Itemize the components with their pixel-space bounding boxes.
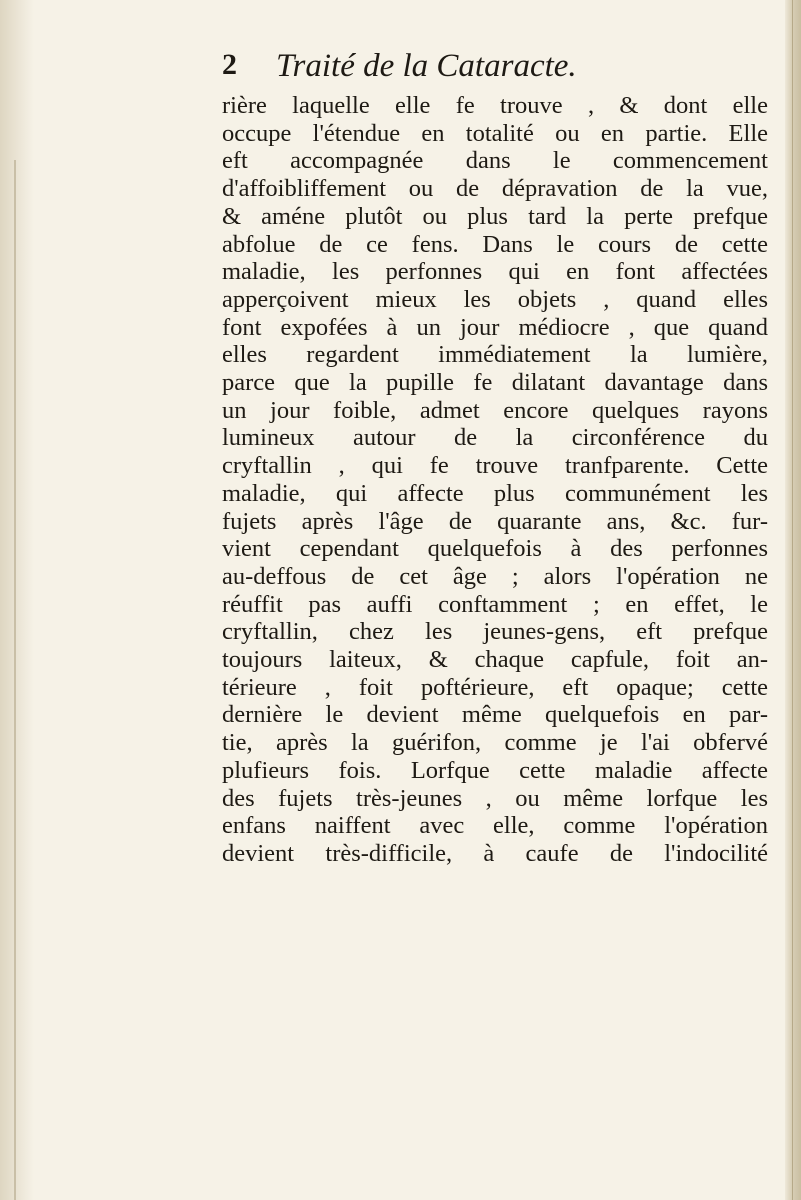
text-line: maladie, qui affecte plus communément les — [222, 479, 768, 507]
text-line: plufieurs fois. Lorfque cette maladie affecte — [222, 756, 768, 784]
gutter-shadow-line — [14, 160, 16, 1200]
text-line: tie, après la guérifon, comme je l'ai obfervé — [222, 729, 768, 757]
text-line: lumineux autour de la circonférence du — [222, 424, 768, 452]
binding-gutter — [0, 0, 34, 1200]
body-text — [222, 92, 768, 868]
text-line: d'affoibliffement ou de dépravation de la vue, — [222, 175, 768, 203]
text-line: maladie, les perfonnes qui en font affectées — [222, 258, 768, 286]
text-line: réuffit pas auffi conftamment ; en effet, le — [222, 590, 768, 618]
text-line: occupe l'étendue en totalité ou en partie. Elle — [222, 119, 768, 147]
text-line: abfolue de ce fens. Dans le cours de cette — [222, 230, 768, 258]
text-line: rière laquelle elle fe trouve , & dont elle — [222, 92, 768, 119]
text-line: parce que la pupille fe dilatant davantage dans — [222, 369, 768, 397]
text-line: cryftallin, chez les jeunes-gens, eft prefque — [222, 618, 768, 646]
text-line: au-deffous de cet âge ; alors l'opération ne — [222, 562, 768, 590]
text-line: vient cependant quelquefois à des perfonnes — [222, 535, 768, 563]
text-line: térieure , foit poftérieure, eft opaque; cette — [222, 673, 768, 701]
page-edge-line — [792, 0, 793, 1200]
text-line: cryftallin , qui fe trouve tranfparente. Cette — [222, 452, 768, 480]
page-edge — [785, 0, 801, 1200]
text-line: font expofées à un jour médiocre , que quand — [222, 313, 768, 341]
text-line: des fujets très-jeunes , ou même lorfque les — [222, 784, 768, 812]
text-line: fujets après l'âge de quarante ans, &c. fur- — [222, 507, 768, 535]
text-line: & améne plutôt ou plus tard la perte prefque — [222, 202, 768, 230]
text-line: elles regardent immédiatement la lumière, — [222, 341, 768, 369]
text-line: enfans naiffent avec elle, comme l'opération — [222, 812, 768, 840]
running-title: Traité de la Cataracte. — [276, 48, 577, 84]
text-line: eft accompagnée dans le commencement — [222, 147, 768, 175]
text-line: un jour foible, admet encore quelques rayons — [222, 396, 768, 424]
text-line: toujours laiteux, & chaque capfule, foit an- — [222, 646, 768, 674]
text-line: apperçoivent mieux les objets , quand elles — [222, 285, 768, 313]
text-line: dernière le devient même quelquefois en par- — [222, 701, 768, 729]
text-line: devient très-difficile, à caufe de l'indocilité — [222, 839, 768, 867]
page-number: 2 — [222, 48, 237, 81]
running-head — [222, 48, 752, 92]
